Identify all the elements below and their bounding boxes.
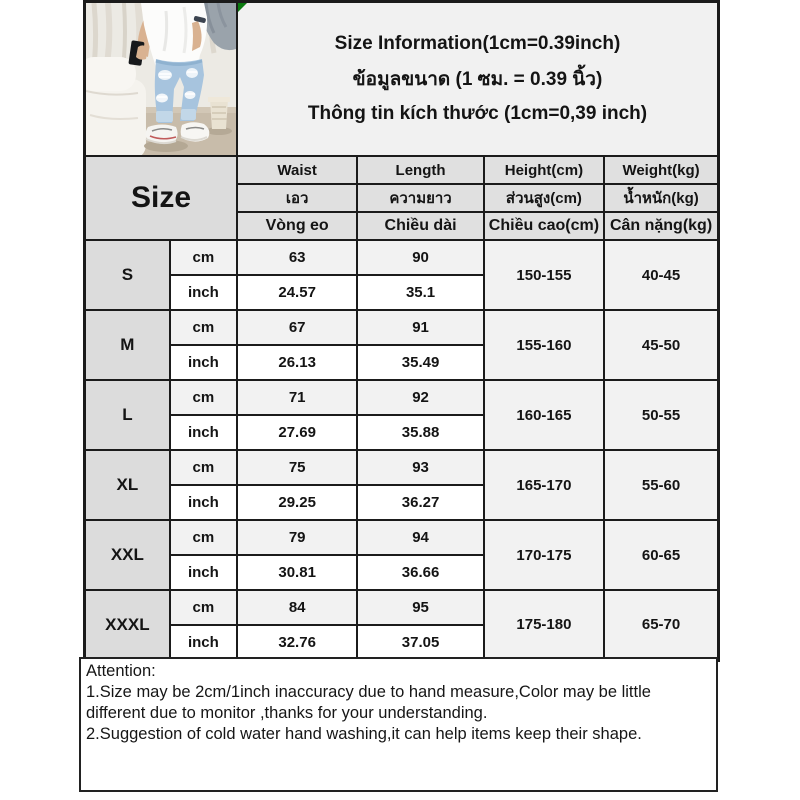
size-header-cell: Size bbox=[85, 156, 237, 240]
size-label-xl: XL bbox=[85, 450, 170, 520]
table-row-xxl-cm bbox=[85, 520, 719, 555]
length-inch-xl: 36.27 bbox=[357, 485, 483, 520]
table-row-m-cm bbox=[85, 310, 719, 345]
column-header-length-vi: Chiều dài bbox=[357, 212, 483, 240]
height-range-s: 150-155 bbox=[484, 240, 604, 310]
unit-label-inch: inch bbox=[170, 415, 237, 450]
unit-label-cm: cm bbox=[170, 520, 237, 555]
length-cm-l: 92 bbox=[357, 380, 483, 415]
unit-label-inch: inch bbox=[170, 275, 237, 310]
size-label-s: S bbox=[85, 240, 170, 310]
unit-label-cm: cm bbox=[170, 450, 237, 485]
length-inch-l: 35.88 bbox=[357, 415, 483, 450]
unit-label-cm: cm bbox=[170, 380, 237, 415]
length-inch-s: 35.1 bbox=[357, 275, 483, 310]
title-line-english: Size Information(1cm=0.39inch) bbox=[334, 33, 621, 54]
title-line-thai: ข้อมูลขนาด (1 ซม. = 0.39 นิ้ว) bbox=[352, 69, 603, 90]
title-cell bbox=[237, 2, 719, 157]
weight-range-xxxl: 65-70 bbox=[604, 590, 718, 660]
size-chart-table bbox=[83, 0, 720, 662]
unit-label-cm: cm bbox=[170, 310, 237, 345]
column-header-waist-vi: Vòng eo bbox=[237, 212, 357, 240]
waist-inch-m: 26.13 bbox=[237, 345, 357, 380]
waist-inch-l: 27.69 bbox=[237, 415, 357, 450]
waist-cm-l: 71 bbox=[237, 380, 357, 415]
weight-range-xxl: 60-65 bbox=[604, 520, 718, 590]
unit-label-cm: cm bbox=[170, 240, 237, 275]
attention-note-2: 2.Suggestion of cold water hand washing,it can help items keep their shape. bbox=[86, 725, 642, 743]
table-row-xl-cm bbox=[85, 450, 719, 485]
length-cm-s: 90 bbox=[357, 240, 483, 275]
attention-note-1: 1.Size may be 2cm/1inch inaccuracy due to hand measure,Color may be little different due to monitor ,thanks for your understanding. bbox=[86, 683, 651, 722]
waist-inch-s: 24.57 bbox=[237, 275, 357, 310]
product-photo bbox=[86, 3, 236, 155]
size-label-m: M bbox=[85, 310, 170, 380]
weight-range-s: 40-45 bbox=[604, 240, 718, 310]
length-cm-m: 91 bbox=[357, 310, 483, 345]
height-range-xxxl: 175-180 bbox=[484, 590, 604, 660]
excel-comment-triangle-icon bbox=[238, 3, 247, 12]
length-inch-xxxl: 37.05 bbox=[357, 625, 483, 660]
height-range-m: 155-160 bbox=[484, 310, 604, 380]
unit-label-inch: inch bbox=[170, 485, 237, 520]
weight-range-xl: 55-60 bbox=[604, 450, 718, 520]
waist-inch-xxl: 30.81 bbox=[237, 555, 357, 590]
length-cm-xxl: 94 bbox=[357, 520, 483, 555]
length-cm-xl: 93 bbox=[357, 450, 483, 485]
attention-notes-box bbox=[79, 657, 718, 792]
waist-inch-xl: 29.25 bbox=[237, 485, 357, 520]
title-line-vietnamese: Thông tin kích thước (1cm=0,39 inch) bbox=[307, 103, 648, 124]
waist-cm-xxl: 79 bbox=[237, 520, 357, 555]
unit-label-inch: inch bbox=[170, 345, 237, 380]
attention-heading: Attention: bbox=[86, 662, 156, 680]
column-header-waist-th: เอว bbox=[237, 184, 357, 212]
height-range-l: 160-165 bbox=[484, 380, 604, 450]
table-row-xxxl-cm bbox=[85, 590, 719, 625]
weight-range-l: 50-55 bbox=[604, 380, 718, 450]
table-row-l-cm bbox=[85, 380, 719, 415]
waist-cm-s: 63 bbox=[237, 240, 357, 275]
unit-label-cm: cm bbox=[170, 590, 237, 625]
waist-inch-xxxl: 32.76 bbox=[237, 625, 357, 660]
waist-cm-m: 67 bbox=[237, 310, 357, 345]
column-header-weight-vi: Cân nặng(kg) bbox=[604, 212, 718, 240]
column-header-weight-en: Weight(kg) bbox=[604, 156, 718, 184]
table-row-s-cm bbox=[85, 240, 719, 275]
column-header-height-vi: Chiều cao(cm) bbox=[484, 212, 604, 240]
unit-label-inch: inch bbox=[170, 555, 237, 590]
length-inch-xxl: 36.66 bbox=[357, 555, 483, 590]
size-label-xxxl: XXXL bbox=[85, 590, 170, 660]
column-header-length-en: Length bbox=[357, 156, 483, 184]
column-header-height-th: ส่วนสูง(cm) bbox=[484, 184, 604, 212]
column-header-length-th: ความยาว bbox=[357, 184, 483, 212]
column-header-weight-th: น้ำหนัก(kg) bbox=[604, 184, 718, 212]
size-label-l: L bbox=[85, 380, 170, 450]
unit-label-inch: inch bbox=[170, 625, 237, 660]
height-range-xl: 165-170 bbox=[484, 450, 604, 520]
column-header-height-en: Height(cm) bbox=[484, 156, 604, 184]
weight-range-m: 45-50 bbox=[604, 310, 718, 380]
size-label-xxl: XXL bbox=[85, 520, 170, 590]
length-inch-m: 35.49 bbox=[357, 345, 483, 380]
column-header-waist-en: Waist bbox=[237, 156, 357, 184]
length-cm-xxxl: 95 bbox=[357, 590, 483, 625]
waist-cm-xl: 75 bbox=[237, 450, 357, 485]
waist-cm-xxxl: 84 bbox=[237, 590, 357, 625]
product-photo-cell bbox=[85, 2, 237, 157]
height-range-xxl: 170-175 bbox=[484, 520, 604, 590]
